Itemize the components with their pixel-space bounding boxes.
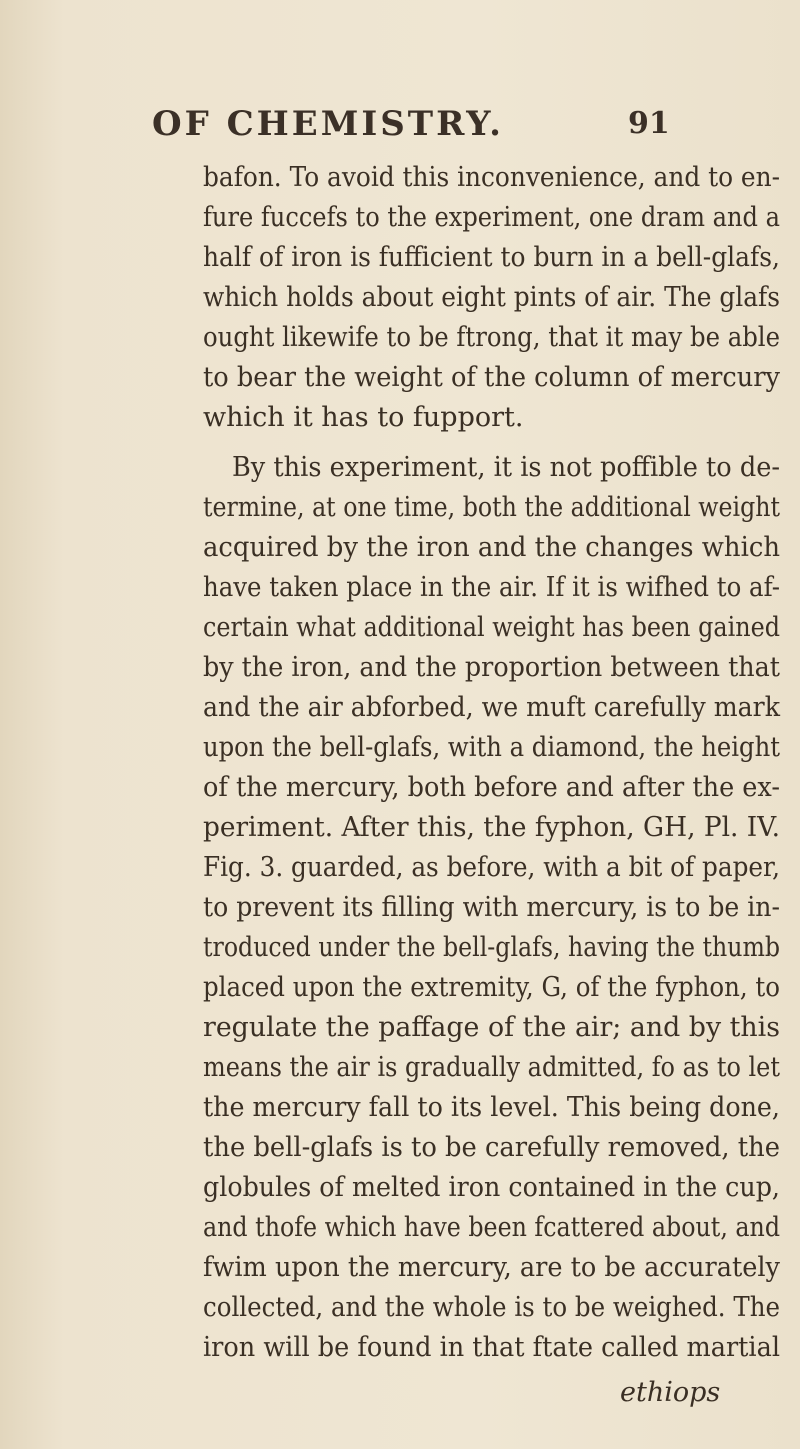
text-line: termine, at one time, both the additional weight xyxy=(203,492,780,523)
text-line: collected, and the whole is to be weighed. The xyxy=(203,1292,780,1323)
text-line: and thofe which have been fcattered about, and xyxy=(203,1212,781,1243)
page-header xyxy=(0,100,800,150)
text-line: to prevent its filling with mercury, is to be in- xyxy=(203,892,780,923)
catchword: ethiops xyxy=(620,1377,721,1408)
running-head: OF CHEMISTRY. xyxy=(152,104,505,144)
text-line: periment. After this, the fyphon, GH, Pl. IV. xyxy=(203,812,781,843)
text-line: Fig. 3. guarded, as before, with a bit of paper, xyxy=(203,852,780,883)
text-line: By this experiment, it is not poffible to de- xyxy=(232,452,781,483)
text-line: placed upon the extremity, G, of the fyphon, to xyxy=(203,972,780,1003)
text-line: which it has to fupport. xyxy=(203,402,524,433)
text-line: acquired by the iron and the changes which xyxy=(203,532,780,563)
text-line: iron will be found in that ftate called martial xyxy=(203,1332,780,1363)
text-line: globules of melted iron contained in the cup, xyxy=(203,1172,780,1203)
text-line: regulate the paffage of the air; and by this xyxy=(203,1012,780,1043)
text-line: upon the bell-glafs, with a diamond, the height xyxy=(203,732,780,763)
text-line: of the mercury, both before and after the ex- xyxy=(203,772,780,803)
text-line: certain what additional weight has been gained xyxy=(203,612,780,643)
text-line: to bear the weight of the column of mercury xyxy=(203,362,781,393)
text-line: means the air is gradually admitted, fo as to let xyxy=(203,1052,780,1083)
text-line: ought likewife to be ftrong, that it may be able xyxy=(203,322,780,353)
text-line: bafon. To avoid this inconvenience, and to en- xyxy=(203,162,780,193)
catchword-line xyxy=(0,1373,800,1413)
text-line: which holds about eight pints of air. The glafs xyxy=(203,282,781,313)
text-line: have taken place in the air. If it is wifhed to af- xyxy=(203,572,780,603)
text-line: troduced under the bell-glafs, having the thumb xyxy=(203,932,781,963)
text-line: fwim upon the mercury, are to be accurately xyxy=(203,1252,781,1283)
text-line: and the air abforbed, we muft carefully mark xyxy=(203,692,780,723)
text-line: the mercury fall to its level. This being done, xyxy=(203,1092,780,1123)
text-line: by the iron, and the proportion between that xyxy=(203,652,781,683)
text-line: half of iron is fufficient to burn in a bell-glafs, xyxy=(203,242,780,273)
text-line: fure fuccefs to the experiment, one dram and a xyxy=(203,202,781,233)
text-line: the bell-glafs is to be carefully removed, the xyxy=(203,1132,780,1163)
page-number: 91 xyxy=(628,106,670,141)
